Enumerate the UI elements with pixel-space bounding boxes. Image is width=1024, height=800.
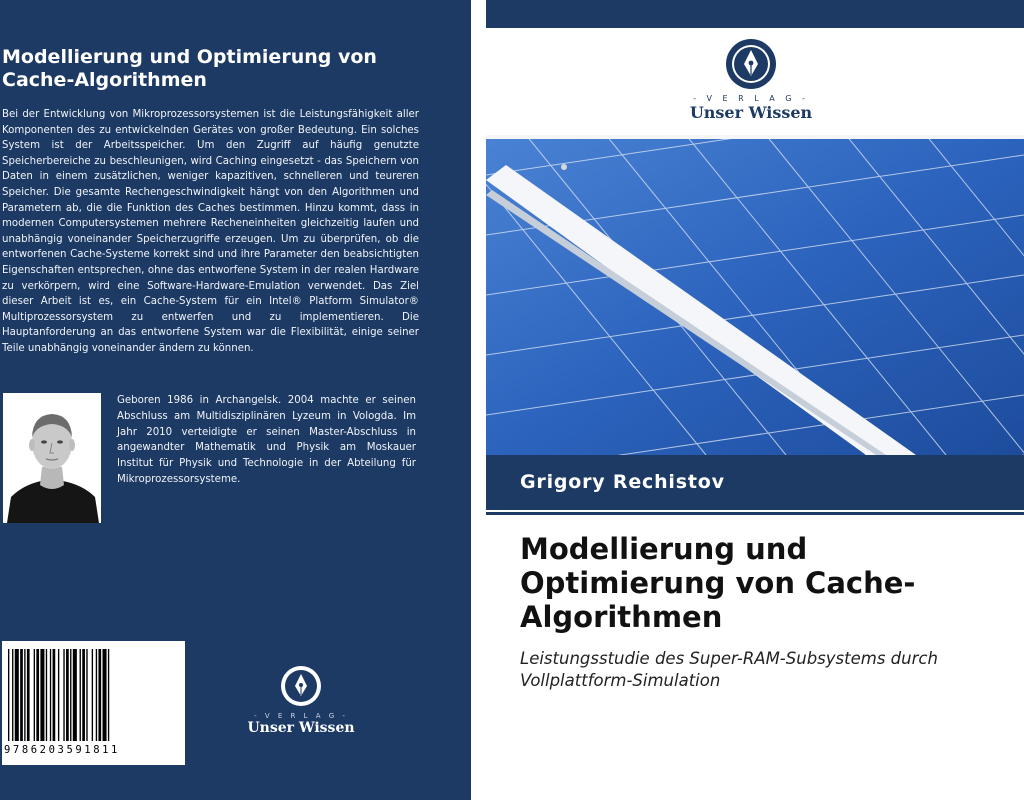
barcode-bar: [92, 649, 93, 741]
barcode-bar: [15, 649, 19, 741]
barcode-bar: [70, 649, 71, 741]
back-cover-blurb: Bei der Entwicklung von Mikroprozessorsystemen ist die Leistungsfähigkeit aller Komponenten des zu entwickelnden Gerätes von großer Bedeutung. Ein solches System ist der Arbeitsspeicher. Um den Zugriff auf häufig genutzte Speicherbereiche zu beschleunigen, wird Caching eingesetzt - das Speichern von Daten in einem zusätzlichen, weniger kapazitiven, schnelleren und teureren Speicher. Die gesamte Rechengeschwindigkeit hängt von den Algorithmen und Parametern ab, die die Funktion des Caches bestimmen. Hinzu kommt, dass in modernen Computersystemen mehrere Recheneinheiten gleichzeitig laufen und unabhängig voneinander Speicherzugriffe erzeugen. Um zu überprüfen, ob die entworfenen Cache-Systeme korrekt sind und ihre Parameter den beabsichtigten Eigenschaften entsprechen, ohne das entworfene System in der realen Hardware zu verkörpern, wird eine Software-Hardware-Emulation verwendet. Das Ziel dieser Arbeit ist es, ein Cache-System für ein Intel® Platform Simulator® Multiprozessorsystem zu entwerfen und zu implementieren. Die Hauptanforderung an das entworfene System war die Flexibilität, einige seiner Teile unabhängig voneinander ändern zu können.: [2, 109, 419, 354]
barcode-bar: [36, 649, 39, 741]
barcode-bar: [20, 649, 23, 741]
author-bio: Geboren 1986 in Archangelsk. 2004 machte er seinen Abschluss am Multidisziplinären Lyzeum in Vologda. Im Jahr 2010 verteidigte er seinen Master-Abschluss in angewandter Mathematik und Physik am Moskauer Institut für Physik und Technologie in der Abteilung für Mikroprozessorsysteme.: [117, 395, 416, 485]
barcode-bar: [12, 649, 13, 741]
author-photo: [3, 393, 101, 523]
front-publisher-verlag: - V E R L A G -: [693, 94, 809, 103]
solar-panels-image: [486, 135, 1024, 455]
barcode-bar: [98, 649, 101, 741]
barcode-bar: [58, 649, 59, 741]
portrait-image: [3, 393, 101, 523]
spine: [471, 0, 486, 800]
isbn-barcode: [2, 641, 185, 745]
author-band: [486, 455, 1024, 510]
barcode-bar: [82, 649, 85, 741]
back-publisher-name: Unser Wissen: [247, 720, 355, 736]
front-publisher-name: Unser Wissen: [689, 103, 813, 122]
barcode-bar: [40, 649, 44, 741]
barcode-bar: [80, 649, 81, 741]
barcode-bar: [34, 649, 35, 741]
barcode-bar: [63, 649, 64, 741]
barcode-bar: [66, 649, 69, 741]
front-publisher-logo: [676, 38, 826, 128]
barcode-bar: [96, 649, 97, 741]
barcode-bar: [108, 649, 109, 741]
fountain-pen-emblem-icon: [279, 664, 323, 708]
back-cover: [0, 0, 471, 800]
barcode-bar: [50, 649, 51, 741]
front-author-name: Grigory Rechistov: [520, 471, 725, 493]
fountain-pen-emblem-icon: [725, 38, 777, 90]
front-cover: [486, 0, 1024, 800]
front-top-bar: [486, 0, 1024, 28]
cover-photo: [486, 135, 1024, 455]
front-cover-subtitle: Leistungsstudie des Super-RAM-Subsystems durch Vollplattform-Simulation: [520, 649, 938, 690]
barcode-bar: [103, 649, 107, 741]
divider-line: [486, 512, 1024, 515]
back-publisher-logo: [236, 664, 366, 734]
back-publisher-verlag: - V E R L A G -: [254, 712, 348, 720]
barcode-bar: [24, 649, 25, 741]
front-cover-title: Modellierung und Optimierung von Cache-Algorithmen: [520, 532, 916, 634]
barcode: [2, 641, 185, 765]
back-cover-title: Modellierung und Optimierung von Cache-Algorithmen: [2, 46, 377, 91]
barcode-bar: [8, 649, 9, 741]
barcode-bar: [86, 649, 87, 741]
isbn-number: 9786203591811: [4, 744, 120, 756]
barcode-bar: [53, 649, 56, 741]
barcode-bar: [27, 649, 30, 741]
barcode-bar: [46, 649, 47, 741]
barcode-bar: [73, 649, 77, 741]
